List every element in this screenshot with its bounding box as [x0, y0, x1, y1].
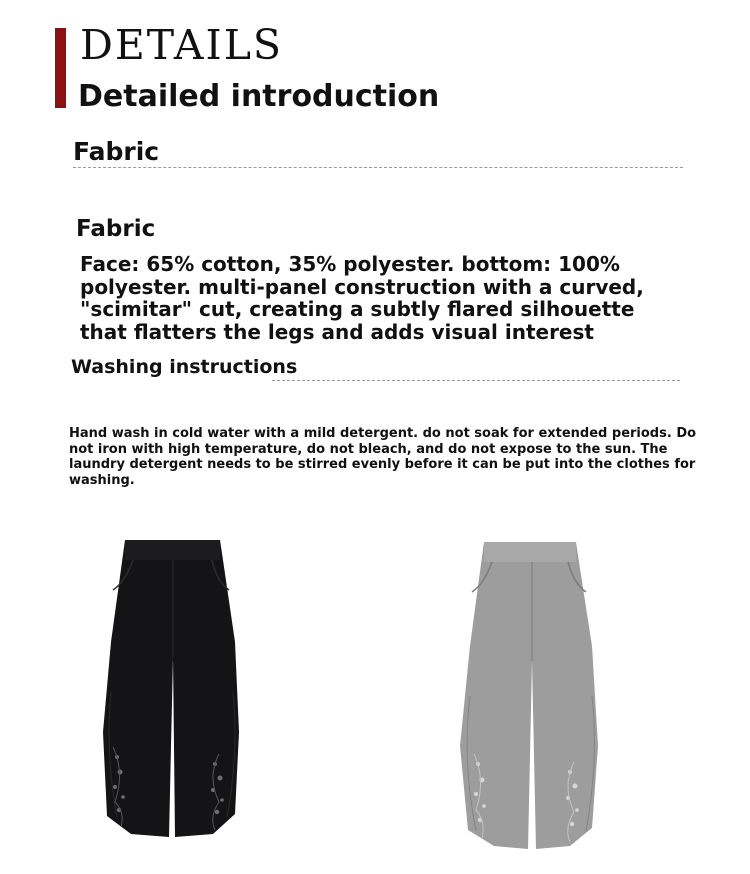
- fabric-description: Face: 65% cotton, 35% polyester. bottom: 100% polyester. multi-panel construction with a curved, "scimitar" cut, creating a subtly flared silhouette that flatters the legs and adds visual interest: [80, 252, 644, 344]
- black-pants-icon: [95, 532, 255, 842]
- washing-instructions-text: Hand wash in cold water with a mild detergent. do not soak for extended periods. Do not iron with high temperature, do not bleach, and do not expose to the sun. The laundry detergent needs to be stirred evenly before it can be put into the clothes for washing.: [69, 426, 697, 488]
- fabric-subheading: Fabric: [76, 216, 156, 242]
- washing-instructions-heading: Washing instructions: [71, 356, 298, 378]
- fabric-section-heading: Fabric: [73, 137, 160, 166]
- fabric-divider: [73, 167, 683, 168]
- page-subtitle: Detailed introduction: [78, 79, 440, 114]
- title-accent-bar: [55, 28, 66, 108]
- grey-pants-icon: [452, 536, 612, 852]
- washing-divider: [272, 380, 680, 381]
- page-title: DETAILS: [80, 21, 284, 69]
